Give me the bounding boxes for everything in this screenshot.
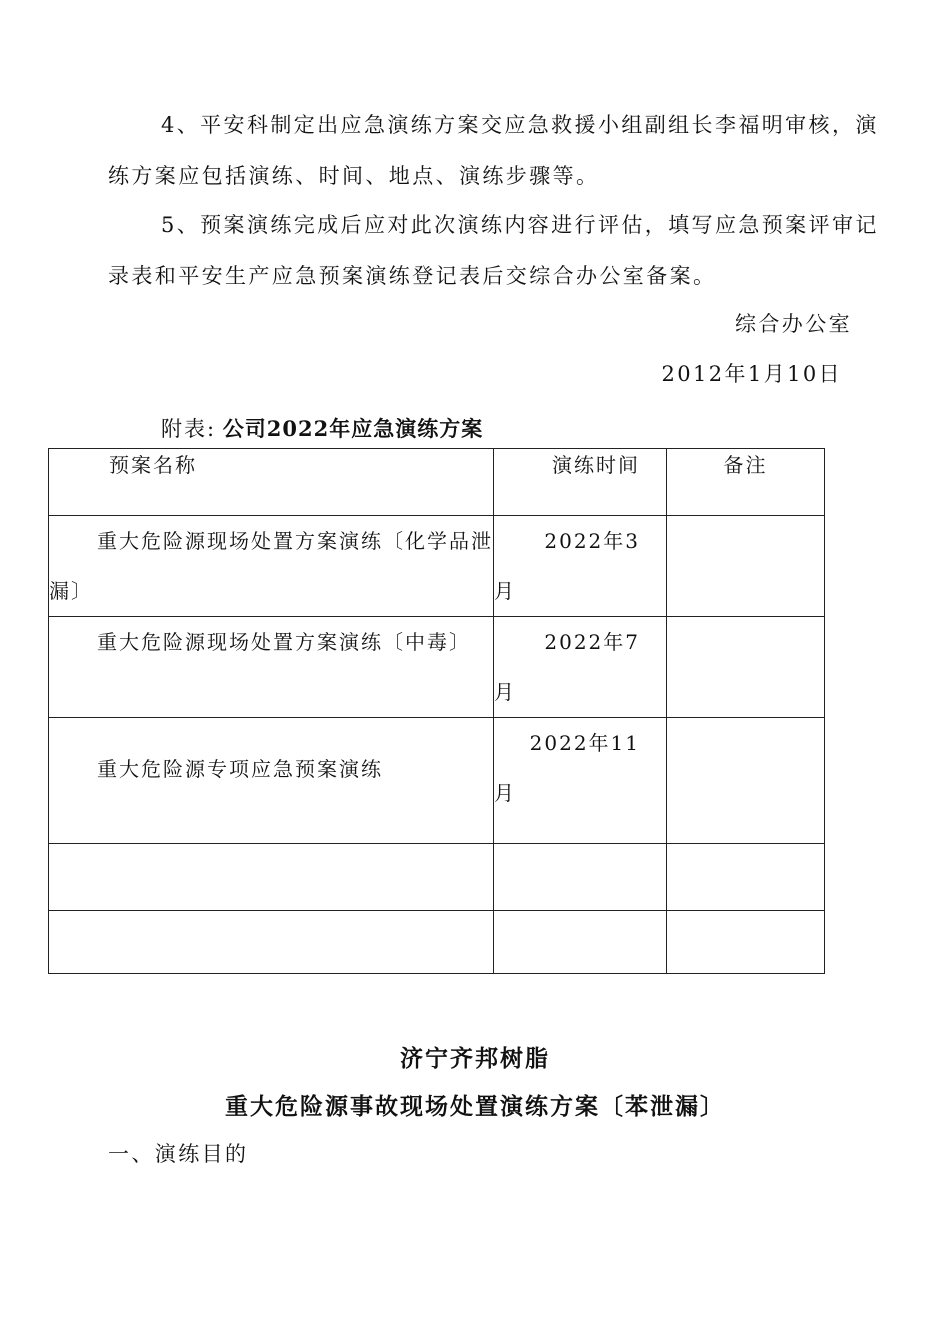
plan-name-cell: 重大危险源现场处置方案演练〔中毒〕 xyxy=(49,617,494,718)
table-row-empty xyxy=(49,911,825,974)
header-plan-name: 预案名称 xyxy=(49,449,494,516)
drill-time-cell xyxy=(494,718,667,844)
header-remarks: 备注 xyxy=(667,449,825,516)
remarks-cell xyxy=(667,617,825,718)
attachment-title: 公司2022年应急演练方案 xyxy=(222,416,484,441)
drill-time-month: 月 xyxy=(494,579,516,603)
drill-time-year: 2022年11 xyxy=(529,731,640,755)
company-name: 济宁齐邦树脂 xyxy=(400,1045,550,1072)
paragraph-5-line-1: 5、预案演练完成后应对此次演练内容进行评估，填写应急预案评审记 xyxy=(161,213,879,237)
drill-plan-table xyxy=(48,448,825,974)
empty-cell xyxy=(494,844,667,911)
section-heading: 一、演练目的 xyxy=(108,1142,249,1166)
empty-cell xyxy=(667,844,825,911)
drill-time-month: 月 xyxy=(494,781,516,805)
drill-time-year: 2022年3 xyxy=(544,529,640,553)
paragraph-4-line-1: 4、平安科制定出应急演练方案交应急救援小组副组长李福明审核，演 xyxy=(161,113,879,137)
table-row xyxy=(49,516,825,617)
paragraph-4-line-2: 练方案应包括演练、时间、地点、演练步骤等。 xyxy=(108,164,600,188)
drill-time-month: 月 xyxy=(494,680,516,704)
header-drill-time: 演练时间 xyxy=(494,449,667,516)
table-header-row xyxy=(49,449,825,516)
empty-cell xyxy=(49,844,494,911)
drill-time-cell xyxy=(494,617,667,718)
table-row-empty xyxy=(49,844,825,911)
empty-cell xyxy=(667,911,825,974)
table-row xyxy=(49,617,825,718)
plan-name-cell: 重大危险源现场处置方案演练〔化学品泄漏〕 xyxy=(49,516,494,617)
remarks-cell xyxy=(667,718,825,844)
empty-cell xyxy=(494,911,667,974)
remarks-cell xyxy=(667,516,825,617)
paragraph-5-line-2: 录表和平安生产应急预案演练登记表后交综合办公室备案。 xyxy=(108,264,717,288)
signature-date: 2012年1月10日 xyxy=(661,362,842,386)
attachment-heading xyxy=(161,413,483,443)
empty-cell xyxy=(49,911,494,974)
document-title: 重大危险源事故现场处置演练方案〔苯泄漏〕 xyxy=(225,1093,725,1120)
attachment-label: 附表: xyxy=(161,417,217,441)
drill-time-cell xyxy=(494,516,667,617)
drill-time-year: 2022年7 xyxy=(544,630,640,654)
plan-name-cell: 重大危险源专项应急预案演练 xyxy=(49,718,494,844)
signature-office: 综合办公室 xyxy=(735,312,852,336)
table-row xyxy=(49,718,825,844)
